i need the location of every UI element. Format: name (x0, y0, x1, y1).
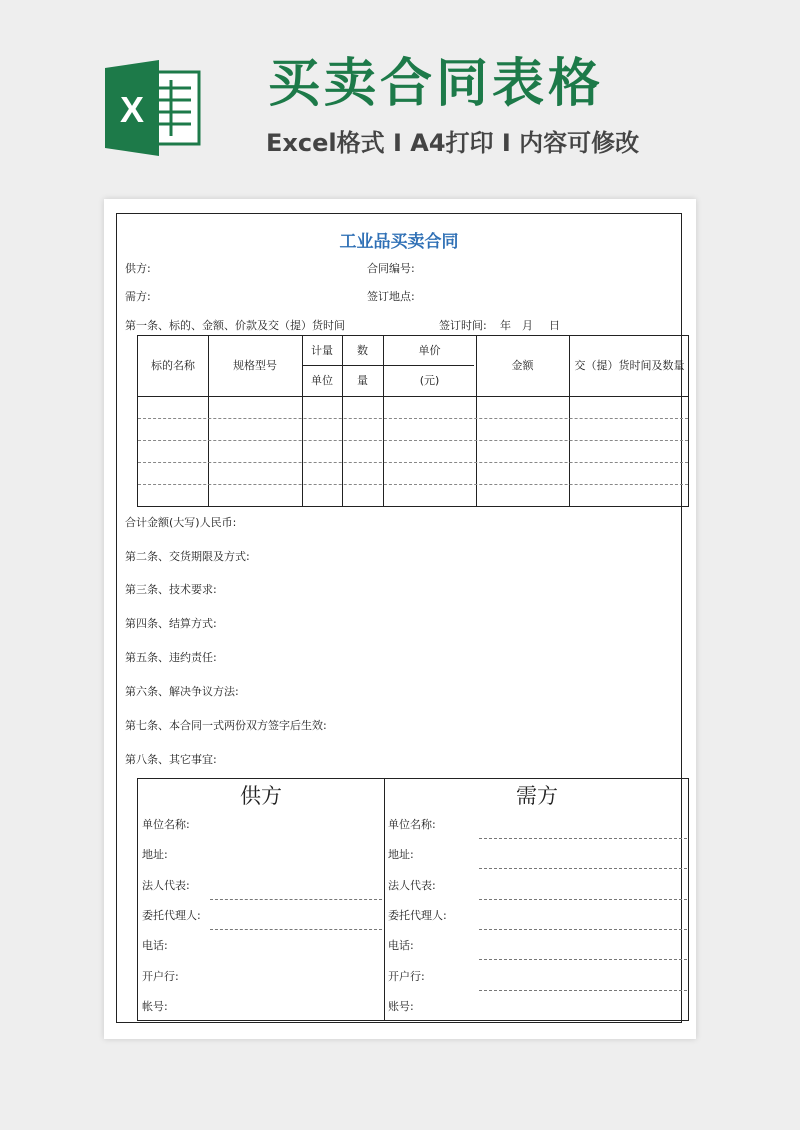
buyer-heading: 需方 (516, 784, 558, 808)
clause-3: 第三条、技术要求: (125, 583, 217, 596)
clause-2: 第二条、交货期限及方式: (125, 550, 250, 563)
buyer-label: 需方: (125, 290, 151, 303)
header-delivery: 交（提）货时间及数量 (574, 359, 685, 372)
buyer-unit-name: 单位名称: (388, 818, 436, 831)
header-qty-bottom: 量 (357, 374, 368, 387)
clause-8: 第八条、其它事宜: (125, 753, 217, 766)
buyer-line-6 (479, 990, 687, 991)
sign-place-label: 签订地点: (367, 290, 415, 303)
supplier-account: 帐号: (142, 1000, 168, 1013)
supplier-label: 供方: (125, 262, 151, 275)
banner (0, 0, 800, 190)
header-spec: 规格型号 (233, 359, 277, 372)
buyer-line-2 (479, 868, 687, 869)
contract-number-label: 合同编号: (367, 262, 415, 275)
excel-icon (103, 58, 203, 158)
header-unit-top: 计量 (311, 344, 333, 357)
supplier-phone: 电话: (142, 939, 168, 952)
supplier-legal-rep: 法人代表: (142, 879, 190, 892)
article-1: 第一条、标的、金额、价款及交（提）货时间 (125, 319, 345, 332)
supplier-heading: 供方 (240, 784, 282, 808)
header-price-top: 单价 (418, 344, 441, 357)
supplier-agent-line (210, 929, 382, 930)
buyer-legal-rep: 法人代表: (388, 879, 436, 892)
contract-frame (116, 213, 685, 1023)
supplier-agent: 委托代理人: (142, 909, 201, 922)
clause-6: 第六条、解决争议方法: (125, 685, 239, 698)
clause-5: 第五条、违约责任: (125, 651, 217, 664)
logo-letter: X (119, 89, 145, 130)
header-qty-top: 数 (357, 344, 368, 357)
sign-time-label: 签订时间: (439, 319, 487, 332)
clause-7: 第七条、本合同一式两份双方签字后生效: (125, 719, 327, 732)
goods-table (137, 335, 689, 507)
clause-total: 合计金额(大写)人民币: (125, 516, 237, 529)
banner-title: 买卖合同表格 (268, 54, 605, 114)
contract-page (104, 199, 696, 1039)
year-label: 年 (500, 319, 511, 332)
supplier-unit-name: 单位名称: (142, 818, 190, 831)
buyer-line-1 (479, 838, 687, 839)
header-amount: 金额 (511, 359, 534, 372)
buyer-address: 地址: (388, 848, 414, 861)
month-label: 月 (522, 319, 533, 332)
buyer-bank: 开户行: (388, 970, 425, 983)
signature-table (137, 778, 689, 1021)
buyer-phone: 电话: (388, 939, 414, 952)
banner-subtitle: Excel格式 I A4打印 I 内容可修改 (266, 129, 640, 157)
supplier-rep-line (210, 899, 382, 900)
buyer-line-5 (479, 959, 687, 960)
header-unit-bottom: 单位 (311, 374, 333, 387)
buyer-agent: 委托代理人: (388, 909, 447, 922)
buyer-account: 账号: (388, 1000, 414, 1013)
supplier-address: 地址: (142, 848, 168, 861)
buyer-line-4 (479, 929, 687, 930)
contract-title: 工业品买卖合同 (339, 232, 459, 252)
supplier-bank: 开户行: (142, 970, 179, 983)
buyer-line-3 (479, 899, 687, 900)
header-price-bottom: (元) (419, 374, 440, 387)
header-item-name: 标的名称 (151, 359, 195, 372)
day-label: 日 (549, 319, 560, 332)
clause-4: 第四条、结算方式: (125, 617, 217, 630)
